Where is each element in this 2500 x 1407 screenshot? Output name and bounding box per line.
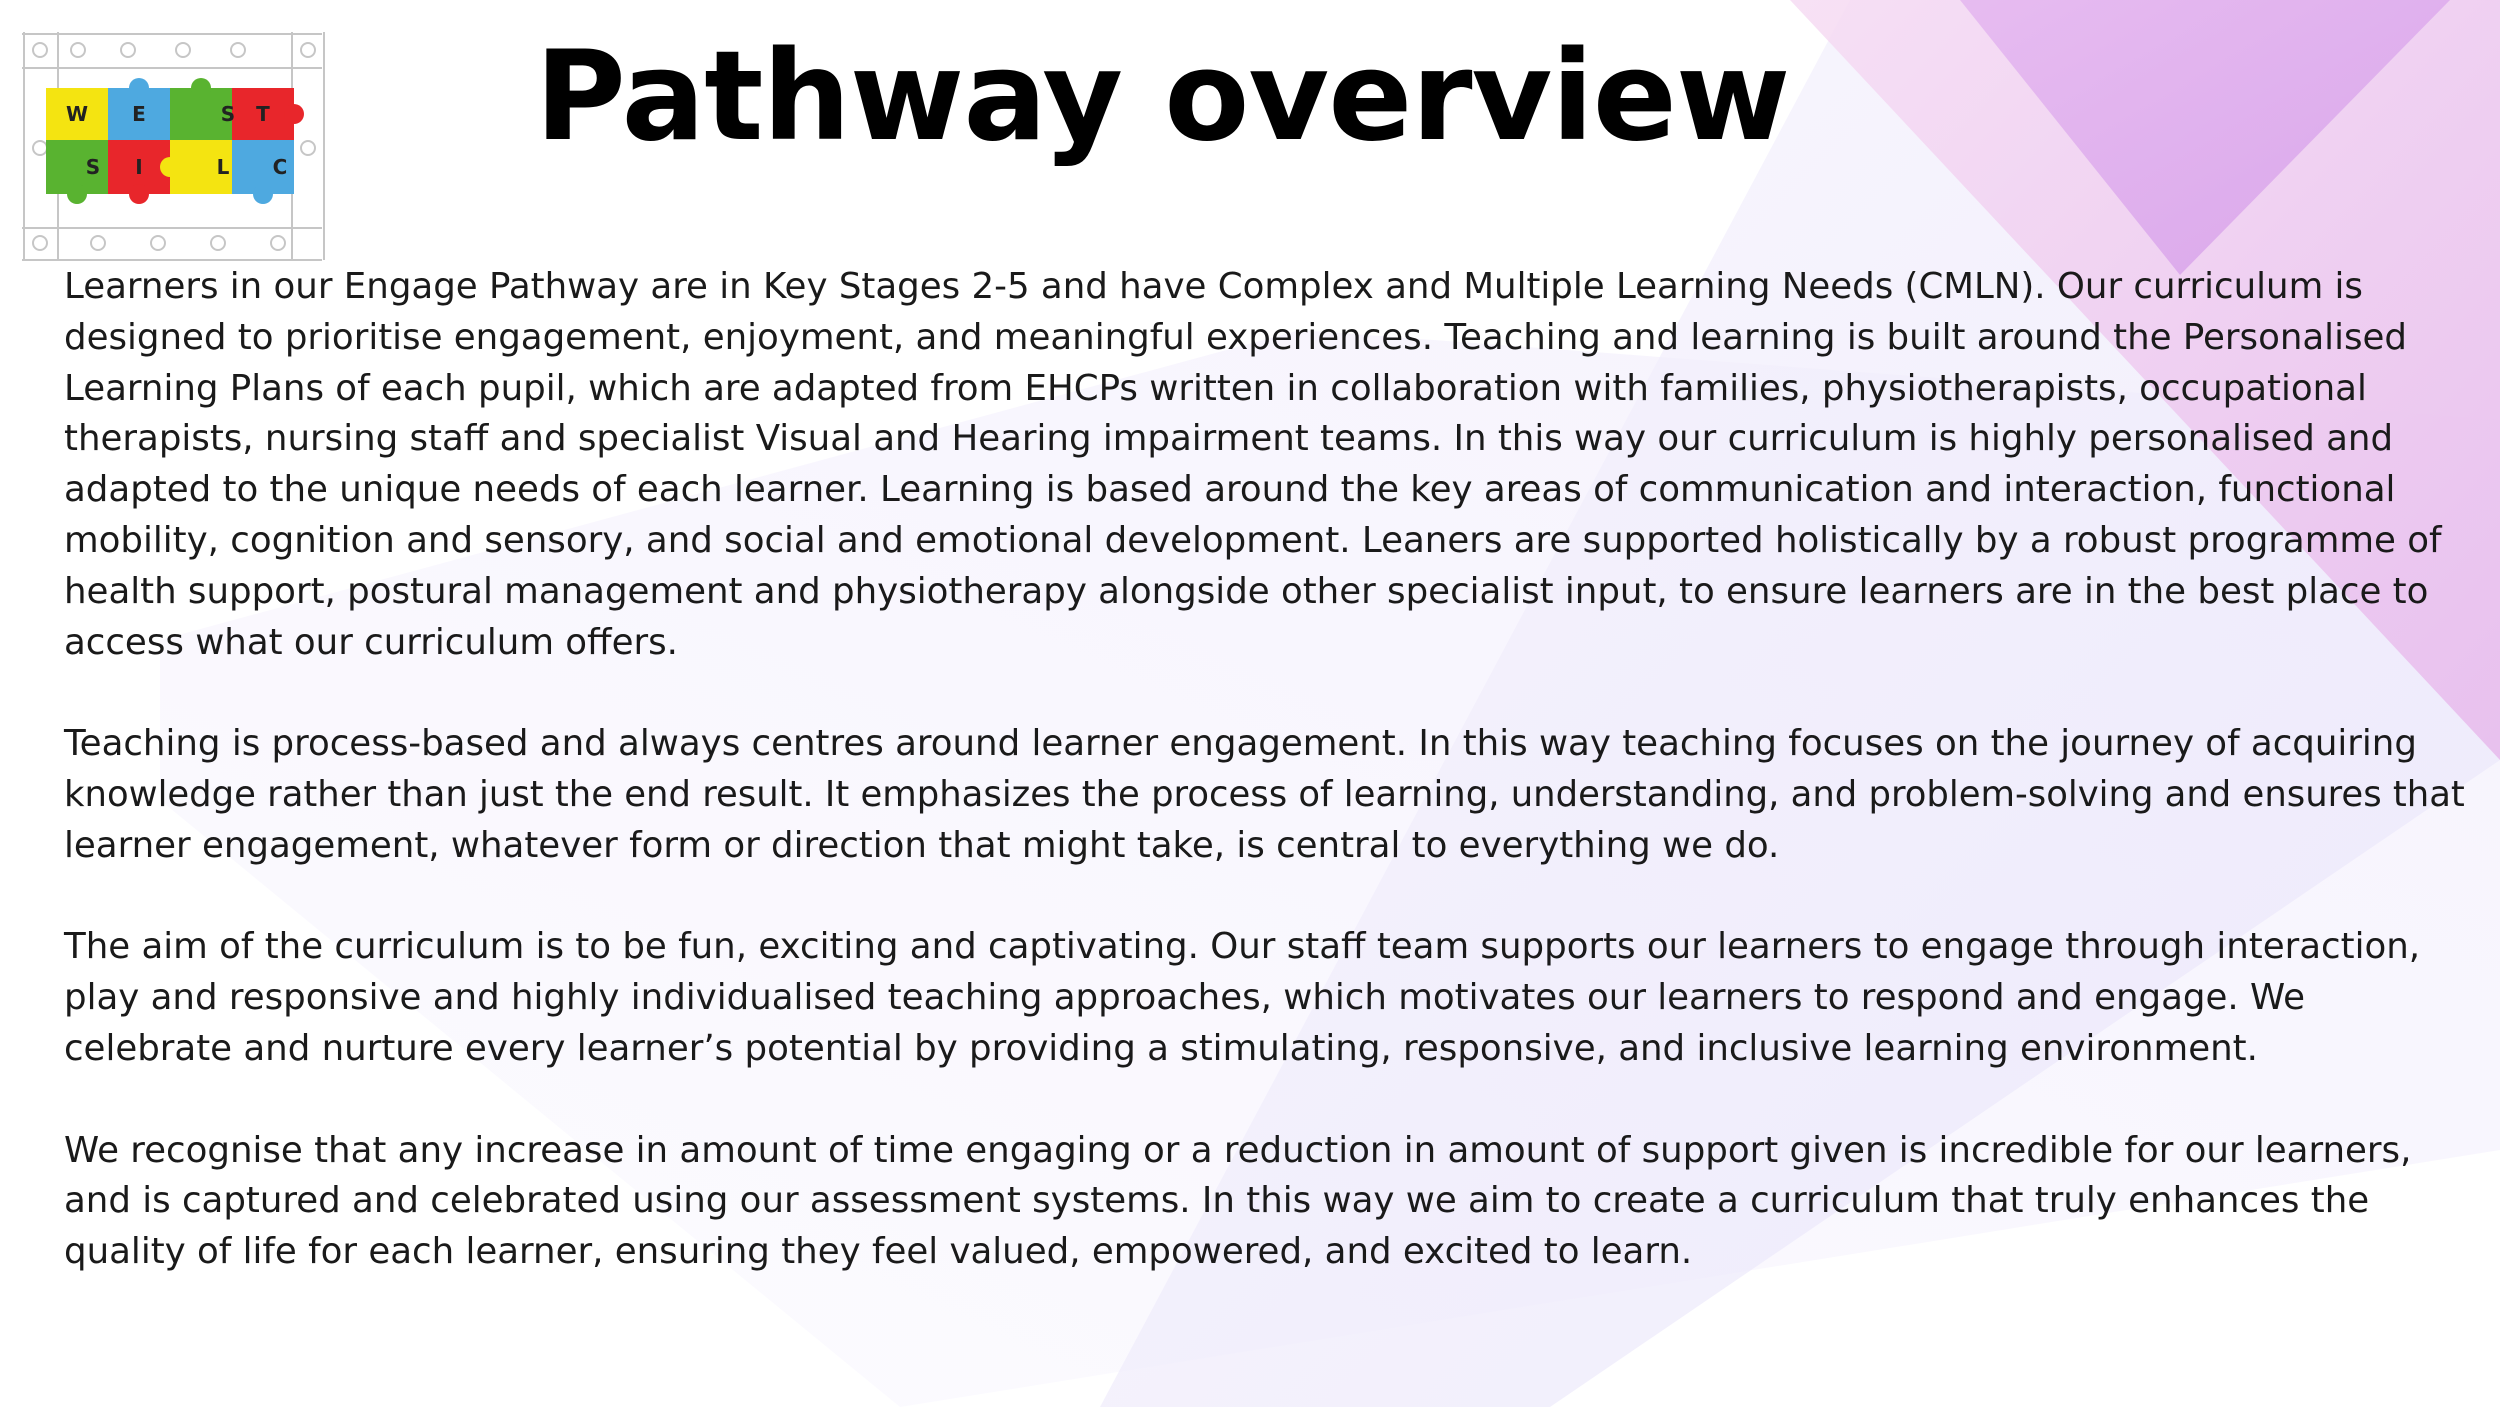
logo-letter: I [135,155,143,179]
paragraph-1 [64,262,2464,668]
text-line: celebrate and nurture every learner’s potential by providing a stimulating, responsive, and inclusive learning environment. [64,1027,2258,1069]
text-line: We recognise that any increase in amount of time engaging or a reduction in amount of support given is incredible for our learners, [64,1129,2412,1171]
text-line: adapted to the unique needs of each learner. Learning is based around the key areas of communication and interaction, functional [64,469,2396,511]
logo-letter: T [256,102,270,126]
logo-letter: E [132,102,146,126]
text-line: knowledge rather than just the end result. It emphasizes the process of learning, understanding, and problem-solving and ensures that [64,773,2465,815]
paragraph-3 [64,922,2464,1074]
text-line: Learning Plans of each pupil, which are adapted from EHCPs written in collaboration with families, physiotherapists, occupational [64,367,2367,409]
page-title: Pathway overview [535,25,1790,169]
logo-letter: C [272,155,288,179]
paragraph-2 [64,719,2464,871]
text-line: health support, postural management and physiotherapy alongside other specialist input, to ensure learners are in the best place to [64,570,2429,612]
body-text [64,262,2464,1329]
text-line: The aim of the curriculum is to be fun, exciting and captivating. Our staff team supports our learners to engage through interaction, [64,926,2421,968]
text-line: mobility, cognition and sensory, and social and emotional development. Leaners are supported holistically by a robust programme of [64,519,2442,561]
text-line: learner engagement, whatever form or direction that might take, is central to everything we do. [64,824,1780,866]
text-line: quality of life for each learner, ensuring they feel valued, empowered, and excited to learn. [64,1231,1693,1273]
text-line: Teaching is process-based and always centres around learner engagement. In this way teaching focuses on the journey of acquiring [64,723,2417,765]
text-line: access what our curriculum offers. [64,621,678,663]
logo-letter: S [220,102,236,126]
paragraph-4 [64,1126,2464,1278]
text-line: designed to prioritise engagement, enjoyment, and meaningful experiences. Teaching and learning is built around the Personalised [64,316,2407,358]
text-line: and is captured and celebrated using our assessment systems. In this way we aim to create a curriculum that truly enhances the [64,1180,2370,1222]
logo-letter: W [65,102,89,126]
logo-letter: L [216,155,230,179]
text-line: play and responsive and highly individualised teaching approaches, which motivates our learners to respond and engage. We [64,977,2305,1019]
text-line: therapists, nursing staff and specialist Visual and Hearing impairment teams. In this way our curriculum is highly personalised and [64,418,2394,460]
text-line: Learners in our Engage Pathway are in Key Stages 2-5 and have Complex and Multiple Learning Needs (CMLN). Our curriculum is [64,266,2363,307]
puzzle-logo [18,28,332,268]
logo-letter: S [85,155,101,179]
logo-colored-pieces [46,78,304,204]
